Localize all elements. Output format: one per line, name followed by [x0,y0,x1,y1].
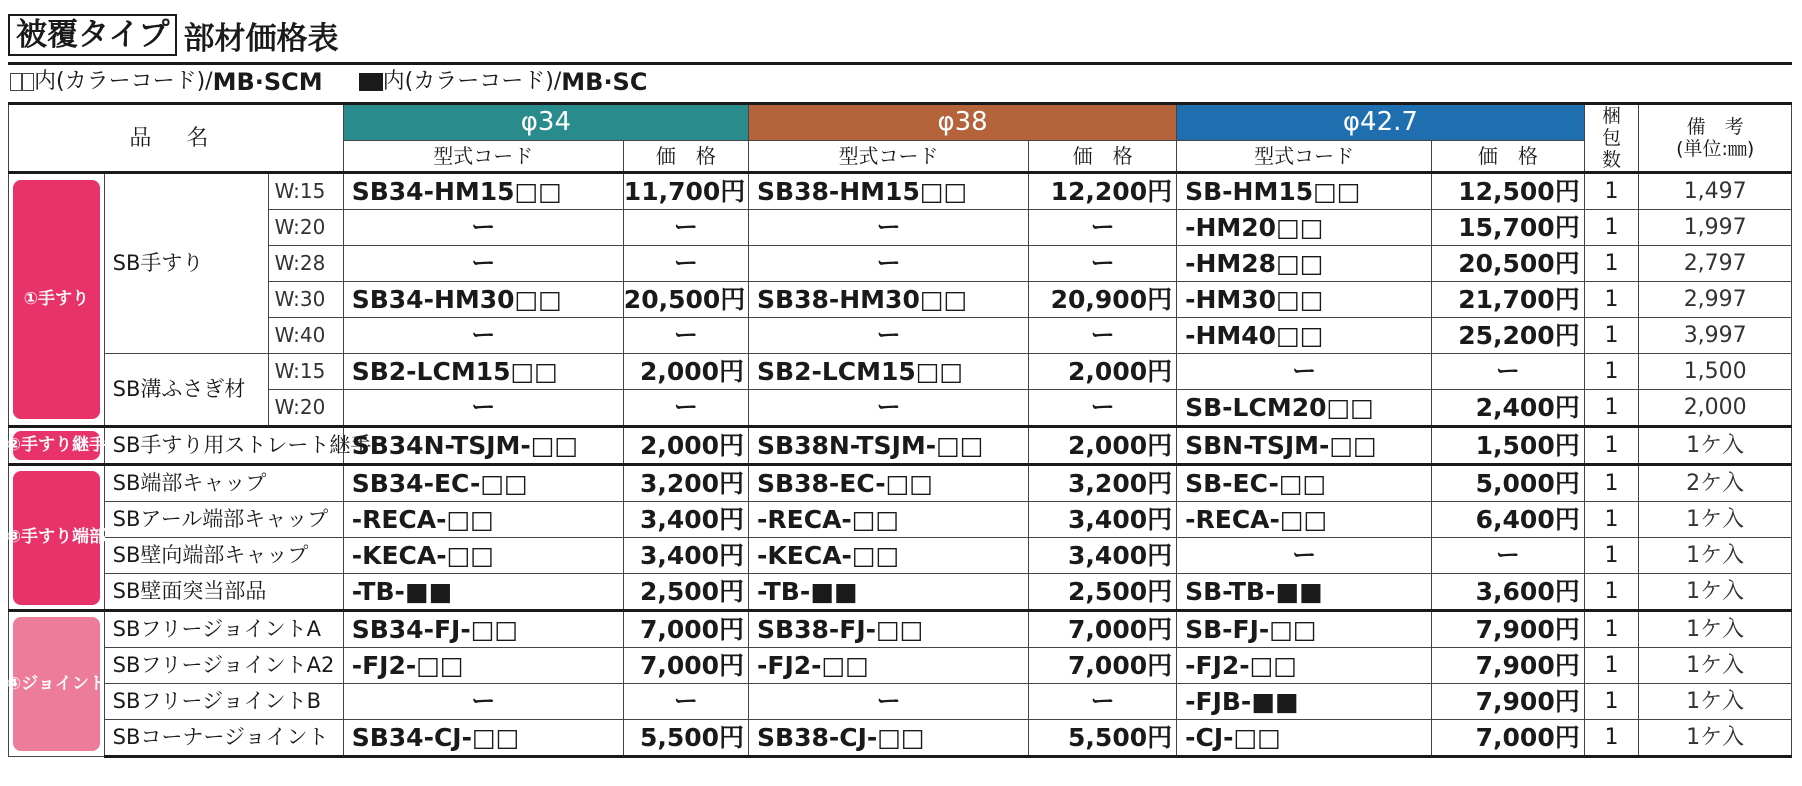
model-code-34: SB34-HM15□□ [343,173,623,210]
price-38: 2,500円 [1029,574,1177,611]
price-34: ー [623,210,748,246]
product-name: SBアール端部キャップ [104,502,343,538]
model-code-34: ー [343,390,623,427]
price-42: 7,900円 [1432,648,1585,684]
price-38: 7,000円 [1029,648,1177,684]
table-row [9,465,1792,502]
note: 2,000 [1639,390,1792,427]
table-row [9,538,1792,574]
width-spec: W:30 [268,282,343,318]
pack-qty: 1 [1584,427,1639,465]
page-title [8,12,338,58]
price-42: 25,200円 [1432,318,1585,354]
price-38: 7,000円 [1029,611,1177,648]
price-34: 11,700円 [623,173,748,210]
model-code-34: SB34N-TSJM-□□ [343,427,623,465]
table-row [9,502,1792,538]
header-phi42: φ42.7 [1177,104,1585,141]
legend-open-code: MB·SCM [212,68,323,96]
price-42: 15,700円 [1432,210,1585,246]
product-name: SBフリージョイントA2 [104,648,343,684]
model-code-42: SB-HM15□□ [1177,173,1432,210]
price-42: 7,900円 [1432,611,1585,648]
model-code-42: -CJ-□□ [1177,720,1432,757]
product-name: SB溝ふさぎ材 [104,354,268,427]
model-code-38: -TB-■■ [749,574,1029,611]
price-34: ー [623,684,748,720]
price-42: 21,700円 [1432,282,1585,318]
product-name: SB壁向端部キャップ [104,538,343,574]
table-row [9,210,1792,246]
price-34: 2,000円 [623,427,748,465]
price-42: 12,500円 [1432,173,1585,210]
model-code-38: -FJ2-□□ [749,648,1029,684]
product-name: SB手すり [104,173,268,354]
width-spec: W:40 [268,318,343,354]
header-note: 備 考 (単位:㎜) [1639,104,1792,173]
open-square-icon [10,73,22,91]
note: 2,997 [1639,282,1792,318]
table-row [9,574,1792,611]
model-code-38: SB38-FJ-□□ [749,611,1029,648]
model-code-42: -FJB-■■ [1177,684,1432,720]
price-38: 3,400円 [1029,502,1177,538]
color-legend [10,68,647,96]
header-pack: 梱包数 [1584,104,1639,173]
width-spec: W:20 [268,390,343,427]
table-row [9,684,1792,720]
category-label: ③手すり端部 [9,465,105,611]
price-42: 7,000円 [1432,720,1585,757]
price-42: 2,400円 [1432,390,1585,427]
header-price: 価 格 [623,141,748,173]
model-code-34: ー [343,684,623,720]
width-spec: W:28 [268,246,343,282]
price-34: 3,200円 [623,465,748,502]
price-38: ー [1029,684,1177,720]
header-product-name: 品 名 [9,104,344,173]
price-42: 3,600円 [1432,574,1585,611]
legend-filled-text: 内(カラーコード)/ [382,69,562,94]
header-model-code: 型式コード [749,141,1029,173]
price-34: ー [623,390,748,427]
price-34: 2,000円 [623,354,748,390]
pack-qty: 1 [1584,210,1639,246]
model-code-42: SB-LCM20□□ [1177,390,1432,427]
product-name: SBコーナージョイント [104,720,343,757]
pack-qty: 1 [1584,574,1639,611]
price-38: 12,200円 [1029,173,1177,210]
model-code-34: ー [343,210,623,246]
price-38: ー [1029,390,1177,427]
note: 2,797 [1639,246,1792,282]
width-spec: W:20 [268,210,343,246]
price-42: ー [1432,538,1585,574]
model-code-34: -KECA-□□ [343,538,623,574]
note: 1ケ入 [1639,427,1792,465]
width-spec: W:15 [268,354,343,390]
price-42: 5,000円 [1432,465,1585,502]
model-code-42: -HM28□□ [1177,246,1432,282]
price-34: 5,500円 [623,720,748,757]
product-name: SBフリージョイントA [104,611,343,648]
price-38: 20,900円 [1029,282,1177,318]
note: 1ケ入 [1639,648,1792,684]
price-38: ー [1029,318,1177,354]
pack-qty: 1 [1584,318,1639,354]
note: 1ケ入 [1639,611,1792,648]
price-42: 1,500円 [1432,427,1585,465]
price-42: 20,500円 [1432,246,1585,282]
note: 1ケ入 [1639,684,1792,720]
price-34: ー [623,318,748,354]
header-model-code: 型式コード [343,141,623,173]
model-code-42: -HM40□□ [1177,318,1432,354]
category-label: ②手すり継手 [9,427,105,465]
pack-qty: 1 [1584,611,1639,648]
table-row [9,173,1792,210]
model-code-38: ー [749,390,1029,427]
price-34: 7,000円 [623,648,748,684]
width-spec: W:15 [268,173,343,210]
pack-qty: 1 [1584,246,1639,282]
model-code-42: SB-EC-□□ [1177,465,1432,502]
price-38: 3,400円 [1029,538,1177,574]
note: 1ケ入 [1639,720,1792,757]
price-34: 20,500円 [623,282,748,318]
header-price: 価 格 [1029,141,1177,173]
header-phi34: φ34 [343,104,748,141]
model-code-38: ー [749,246,1029,282]
note: 1ケ入 [1639,502,1792,538]
title-rule [8,62,1792,65]
model-code-38: ー [749,210,1029,246]
table-row [9,611,1792,648]
model-code-38: SB2-LCM15□□ [749,354,1029,390]
pack-qty: 1 [1584,720,1639,757]
model-code-42: -HM30□□ [1177,282,1432,318]
note: 1,500 [1639,354,1792,390]
legend-open-text: 内(カラーコード)/ [34,69,213,94]
model-code-42: -FJ2-□□ [1177,648,1432,684]
pack-qty: 1 [1584,465,1639,502]
price-34: 7,000円 [623,611,748,648]
model-code-34: ー [343,318,623,354]
note: 1ケ入 [1639,574,1792,611]
model-code-34: SB34-CJ-□□ [343,720,623,757]
product-name: SB手すり用ストレート継手 [104,427,343,465]
model-code-34: -RECA-□□ [343,502,623,538]
table-row [9,648,1792,684]
price-38: 2,000円 [1029,427,1177,465]
legend-filled-code: MB·SC [561,68,648,96]
model-code-42: ー [1177,538,1432,574]
category-label: ①手すり [9,173,105,427]
header-price: 価 格 [1432,141,1585,173]
model-code-38: ー [749,684,1029,720]
model-code-34: SB34-FJ-□□ [343,611,623,648]
price-42: 7,900円 [1432,684,1585,720]
price-38: 3,200円 [1029,465,1177,502]
model-code-38: ー [749,318,1029,354]
pack-qty: 1 [1584,354,1639,390]
table-row [9,282,1792,318]
header-model-code: 型式コード [1177,141,1432,173]
filled-square-icon [371,73,383,91]
note: 1,497 [1639,173,1792,210]
model-code-38: SB38-CJ-□□ [749,720,1029,757]
table-row [9,390,1792,427]
note: 2ケ入 [1639,465,1792,502]
price-38: ー [1029,210,1177,246]
model-code-34: SB2-LCM15□□ [343,354,623,390]
product-name: SBフリージョイントB [104,684,343,720]
price-34: 2,500円 [623,574,748,611]
price-38: 2,000円 [1029,354,1177,390]
price-34: 3,400円 [623,538,748,574]
product-name: SB壁面突当部品 [104,574,343,611]
table-row [9,318,1792,354]
model-code-38: -RECA-□□ [749,502,1029,538]
price-38: ー [1029,246,1177,282]
model-code-42: ー [1177,354,1432,390]
product-name: SB端部キャップ [104,465,343,502]
filled-square-icon [359,73,371,91]
model-code-38: SB38N-TSJM-□□ [749,427,1029,465]
pack-qty: 1 [1584,538,1639,574]
model-code-38: SB38-HM15□□ [749,173,1029,210]
title-boxed: 被覆タイプ [8,14,177,56]
table-row [9,427,1792,465]
category-label: ④ジョイント [9,611,105,757]
model-code-42: -HM20□□ [1177,210,1432,246]
model-code-34: ー [343,246,623,282]
pack-qty: 1 [1584,282,1639,318]
note: 1ケ入 [1639,538,1792,574]
pack-qty: 1 [1584,648,1639,684]
model-code-38: SB38-HM30□□ [749,282,1029,318]
pack-qty: 1 [1584,390,1639,427]
pack-qty: 1 [1584,173,1639,210]
pack-qty: 1 [1584,684,1639,720]
model-code-34: SB34-HM30□□ [343,282,623,318]
model-code-34: SB34-EC-□□ [343,465,623,502]
table-row [9,246,1792,282]
price-38: 5,500円 [1029,720,1177,757]
table-row [9,354,1792,390]
model-code-38: -KECA-□□ [749,538,1029,574]
model-code-42: SB-FJ-□□ [1177,611,1432,648]
price-table [8,102,1792,758]
note: 3,997 [1639,318,1792,354]
model-code-42: SBN-TSJM-□□ [1177,427,1432,465]
model-code-42: -RECA-□□ [1177,502,1432,538]
model-code-38: SB38-EC-□□ [749,465,1029,502]
price-42: ー [1432,354,1585,390]
model-code-34: -FJ2-□□ [343,648,623,684]
table-row [9,720,1792,757]
model-code-42: SB-TB-■■ [1177,574,1432,611]
pack-qty: 1 [1584,502,1639,538]
note: 1,997 [1639,210,1792,246]
open-square-icon [22,73,34,91]
title-rest: 部材価格表 [183,20,339,57]
price-34: ー [623,246,748,282]
price-42: 6,400円 [1432,502,1585,538]
header-phi38: φ38 [749,104,1177,141]
price-34: 3,400円 [623,502,748,538]
model-code-34: -TB-■■ [343,574,623,611]
